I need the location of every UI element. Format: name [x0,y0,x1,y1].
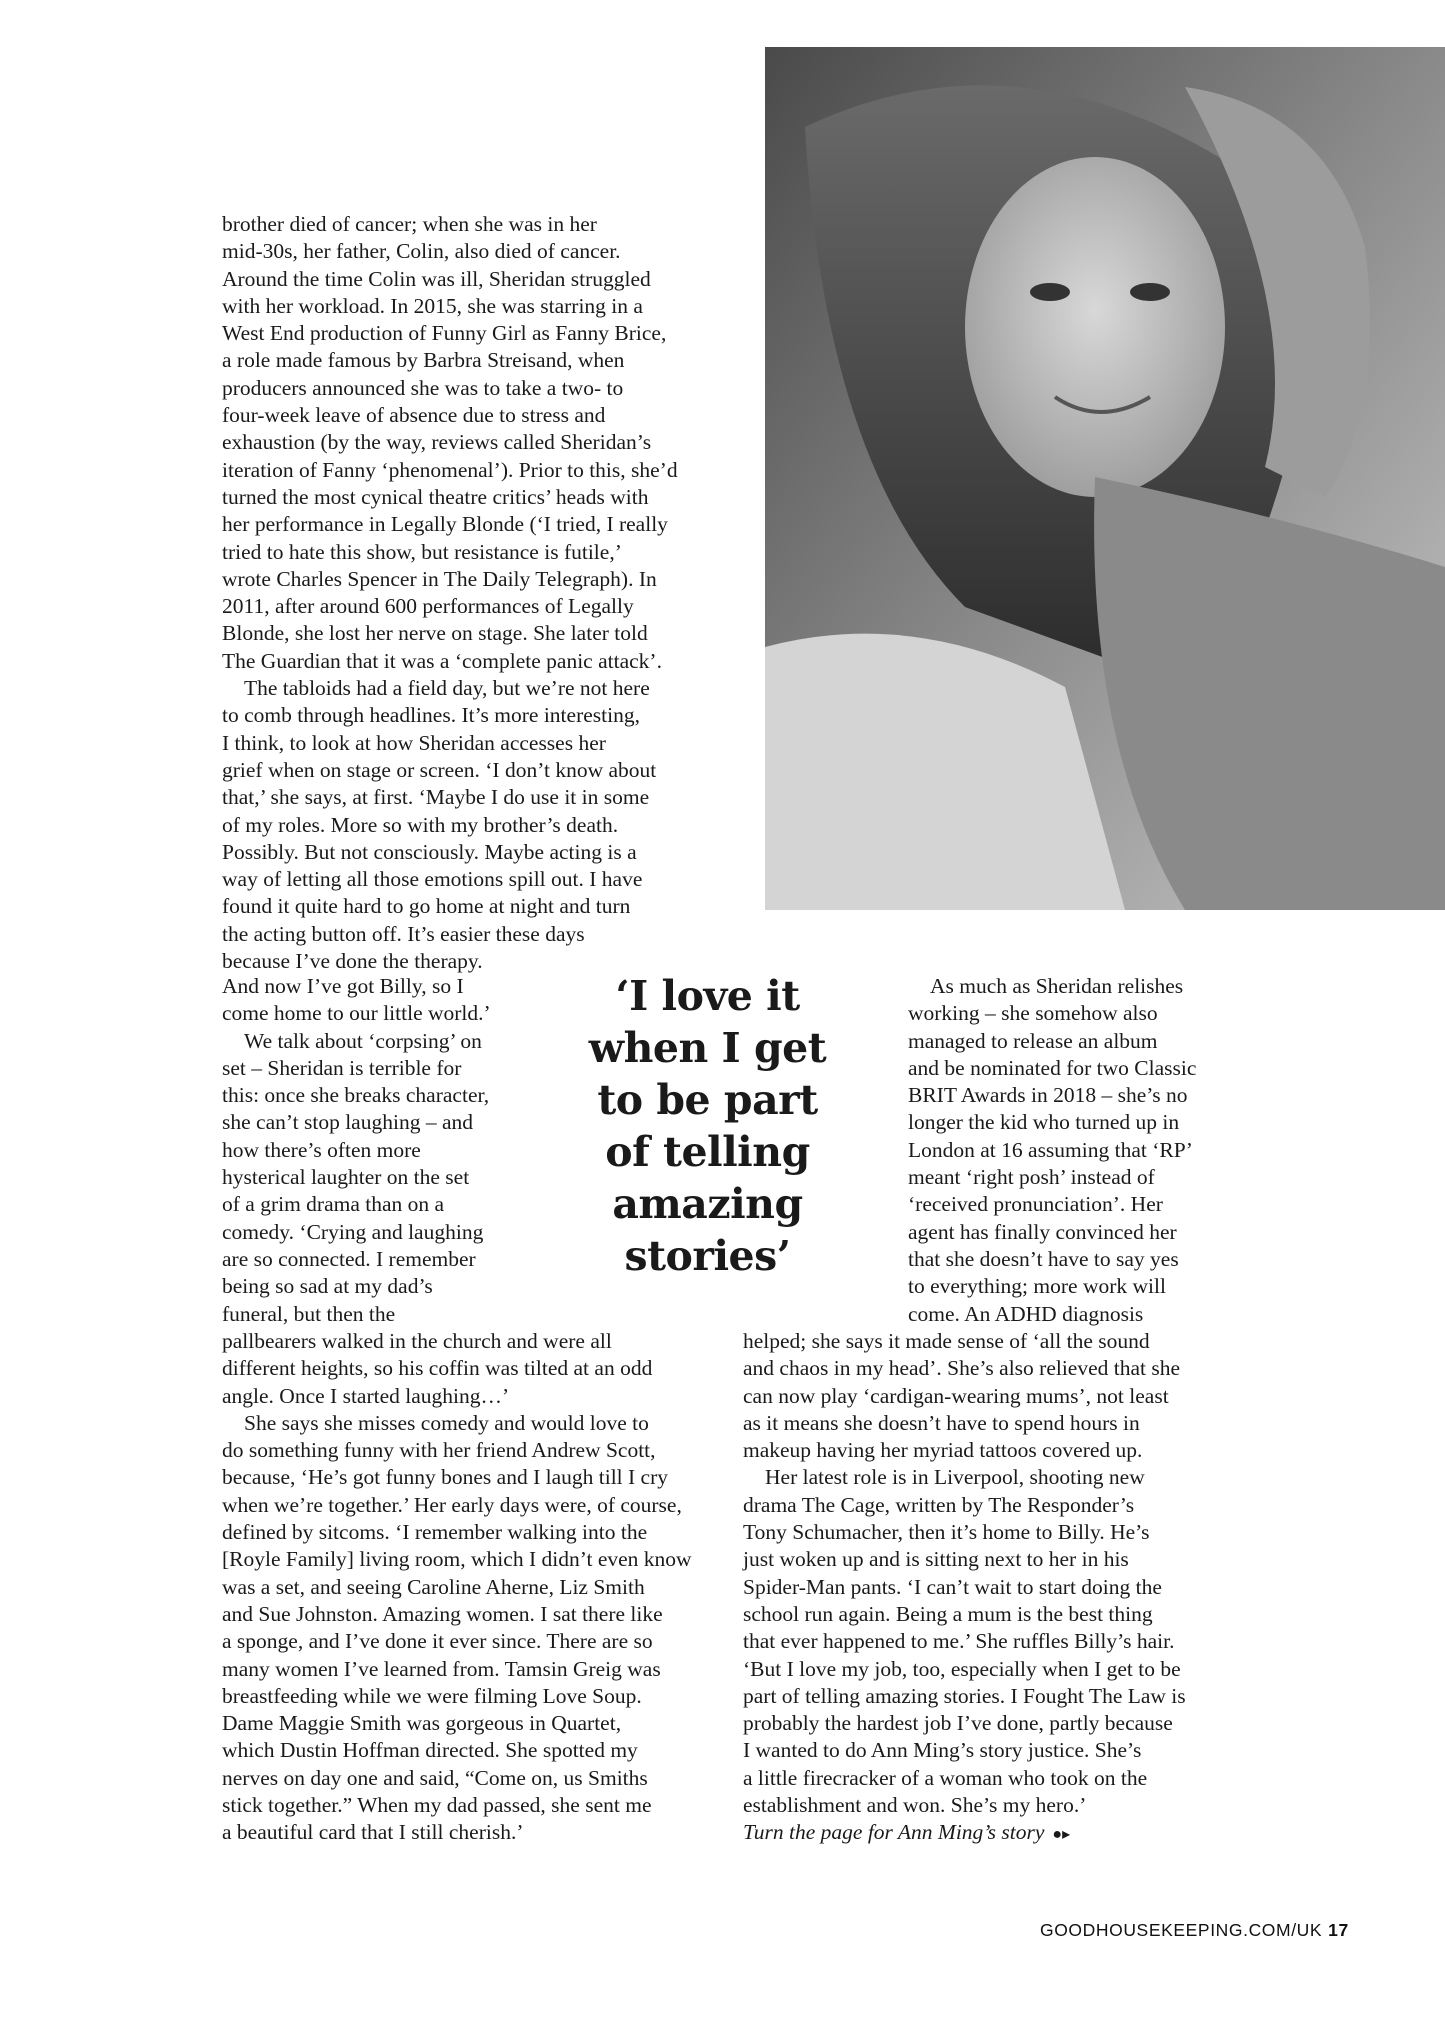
text-line: turned the most cynical theatre critics’ heads with [222,484,649,509]
text-line: which Dustin Hoffman directed. She spotted my [222,1738,638,1763]
text-line: establishment and won. She’s my hero.’ [743,1793,1087,1818]
text-line: are so connected. I remember [222,1246,476,1271]
text-line: part of telling amazing stories. I Fought The Law is [743,1683,1186,1708]
text-line: BRIT Awards in 2018 – she’s no [908,1083,1188,1108]
pull-quote-line: of telling [605,1128,810,1176]
text-line: I wanted to do Ann Ming’s story justice. She’s [743,1738,1142,1763]
pull-quote-line: amazing [612,1180,803,1228]
text-line: when we’re together.’ Her early days were, of course, [222,1492,682,1517]
text-line: mid-30s, her father, Colin, also died of cancer. [222,239,621,264]
text-line: drama The Cage, written by The Responder’s [743,1492,1135,1517]
text-line: As much as Sheridan relishes [930,974,1184,998]
text-line: this: once she breaks character, [222,1083,490,1108]
text-line: London at 16 assuming that ‘RP’ [908,1137,1193,1162]
text-line: pallbearers walked in the church and were all [222,1329,612,1353]
text-line: to everything; more work will [908,1274,1166,1299]
text-line: a sponge, and I’ve done it ever since. There are so [222,1629,653,1654]
pull-quote-line: when I get [588,1024,827,1072]
text-line: ‘But I love my job, too, especially when I get to be [743,1656,1181,1681]
text-line: just woken up and is sitting next to her in his [743,1547,1129,1572]
text-line: she can’t stop laughing – and [222,1110,473,1135]
text-line: working – she somehow also [908,1001,1158,1026]
text-line: hysterical laughter on the set [222,1165,470,1190]
text-line: Spider-Man pants. ‘I can’t wait to start doing the [743,1574,1162,1599]
portrait-photo [765,47,1445,910]
text-line: And now I’ve got Billy, so I [222,974,464,998]
text-line: West End production of Funny Girl as Fanny Brice, [222,321,667,346]
text-line: defined by sitcoms. ‘I remember walking into the [222,1520,648,1545]
text-line: that ever happened to me.’ She ruffles Billy’s hair. [743,1629,1175,1654]
text-line: way of letting all those emotions spill out. I have [222,867,643,892]
left-column-narrow [222,973,537,1328]
text-line: come home to our little world.’ [222,1001,491,1026]
text-line: with her workload. In 2015, she was starring in a [222,293,643,318]
text-line: come. An ADHD diagnosis [908,1301,1144,1326]
text-line: different heights, so his coffin was tilted at an odd [222,1356,653,1381]
pull-quote-line: stories’ [624,1232,791,1280]
double-arrow-icon: ●▸ [1052,1826,1071,1844]
turn-page-note [743,1819,1263,1848]
text-line: a little firecracker of a woman who took on the [743,1765,1148,1790]
left-column-bottom [222,1328,742,1847]
text-line: iteration of Fanny ‘phenomenal’). Prior to this, she’d [222,457,678,482]
text-line: nerves on day one and said, “Come on, us Smiths [222,1765,648,1790]
text-line: school run again. Being a mum is the best thing [743,1601,1153,1626]
text-line: four-week leave of absence due to stress and [222,403,606,428]
text-line: managed to release an album [908,1028,1158,1053]
text-line: and Sue Johnston. Amazing women. I sat there like [222,1601,663,1626]
text-line: producers announced she was to take a two- to [222,375,624,400]
text-line: how there’s often more [222,1137,421,1162]
text-line: and be nominated for two Classic [908,1055,1197,1080]
text-line: 2011, after around 600 performances of Legally [222,594,634,619]
text-line: stick together.” When my dad passed, she sent me [222,1793,652,1818]
portrait-image [765,47,1445,910]
text-line: being so sad at my dad’s [222,1274,433,1299]
text-line: funeral, but then the [222,1301,396,1326]
text-line: her performance in Legally Blonde (‘I tried, I really [222,512,668,537]
text-line: that she doesn’t have to say yes [908,1246,1179,1271]
text-line: The tabloids had a field day, but we’re not here [244,676,650,701]
text-line: a role made famous by Barbra Streisand, when [222,348,625,373]
right-column-narrow [908,973,1253,1328]
text-line: Around the time Colin was ill, Sheridan struggled [222,266,651,291]
text-line: [Royle Family] living room, which I didn’t even know [222,1547,692,1572]
text-line: brother died of cancer; when she was in her [222,212,597,236]
text-line: was a set, and seeing Caroline Aherne, Liz Smith [222,1574,645,1599]
text-line: ‘received pronunciation’. Her [908,1192,1163,1217]
pull-quote-line: to be part [597,1076,818,1124]
text-line: Her latest role is in Liverpool, shooting new [765,1465,1145,1490]
text-line: can now play ‘cardigan-wearing mums’, not least [743,1383,1169,1408]
text-line: grief when on stage or screen. ‘I don’t know about [222,757,657,782]
text-line: Dame Maggie Smith was gorgeous in Quartet, [222,1711,622,1736]
text-line: probably the hardest job I’ve done, partly because [743,1711,1173,1736]
text-line: the acting button off. It’s easier these days [222,921,585,946]
turn-page-text: Turn the page for Ann Ming’s story [743,1820,1045,1845]
text-line: tried to hate this show, but resistance is futile,’ [222,539,622,564]
text-line: I think, to look at how Sheridan accesses her [222,730,606,755]
text-line: many women I’ve learned from. Tamsin Greig was [222,1656,661,1681]
text-line: The Guardian that it was a ‘complete panic attack’. [222,648,662,673]
text-line: because, ‘He’s got funny bones and I laugh till I cry [222,1465,668,1490]
text-line: longer the kid who turned up in [908,1110,1180,1135]
text-line: Blonde, she lost her nerve on stage. She later told [222,621,648,646]
right-column [743,1328,1263,1849]
text-line: do something funny with her friend Andrew Scott, [222,1438,656,1463]
text-line: of my roles. More so with my brother’s death. [222,812,619,837]
text-line: a beautiful card that I still cherish.’ [222,1820,524,1845]
text-line: found it quite hard to go home at night and turn [222,894,631,919]
text-line: that,’ she says, at first. ‘Maybe I do use it in some [222,785,650,810]
text-line: meant ‘right posh’ instead of [908,1165,1155,1190]
text-line: breastfeeding while we were filming Love Soup. [222,1683,642,1708]
page-footer [1040,1920,1349,1941]
text-line: We talk about ‘corpsing’ on [244,1028,482,1053]
text-line: as it means she doesn’t have to spend hours in [743,1410,1140,1435]
text-line: of a grim drama than on a [222,1192,445,1217]
page-number: 17 [1328,1920,1349,1940]
footer-site: GOODHOUSEKEEPING.COM/UK [1040,1920,1323,1940]
text-line: Possibly. But not consciously. Maybe acting is a [222,839,637,864]
text-line: angle. Once I started laughing…’ [222,1383,510,1408]
text-line: Tony Schumacher, then it’s home to Billy. He’s [743,1520,1150,1545]
text-line: to comb through headlines. It’s more interesting, [222,703,640,728]
left-column-top [222,211,717,975]
pull-quote-line: ‘I love it [615,972,800,1020]
text-line: and chaos in my head’. She’s also relieved that she [743,1356,1181,1381]
text-line: comedy. ‘Crying and laughing [222,1219,484,1244]
text-line: helped; she says it made sense of ‘all the sound [743,1329,1150,1353]
text-line: wrote Charles Spencer in The Daily Telegraph). In [222,566,657,591]
text-line: exhaustion (by the way, reviews called Sheridan’s [222,430,652,455]
text-line: set – Sheridan is terrible for [222,1055,462,1080]
text-line: because I’ve done the therapy. [222,949,483,974]
text-line: She says she misses comedy and would love to [244,1410,649,1435]
pull-quote [575,970,840,1282]
text-line: agent has finally convinced her [908,1219,1177,1244]
text-line: makeup having her myriad tattoos covered up. [743,1438,1143,1463]
